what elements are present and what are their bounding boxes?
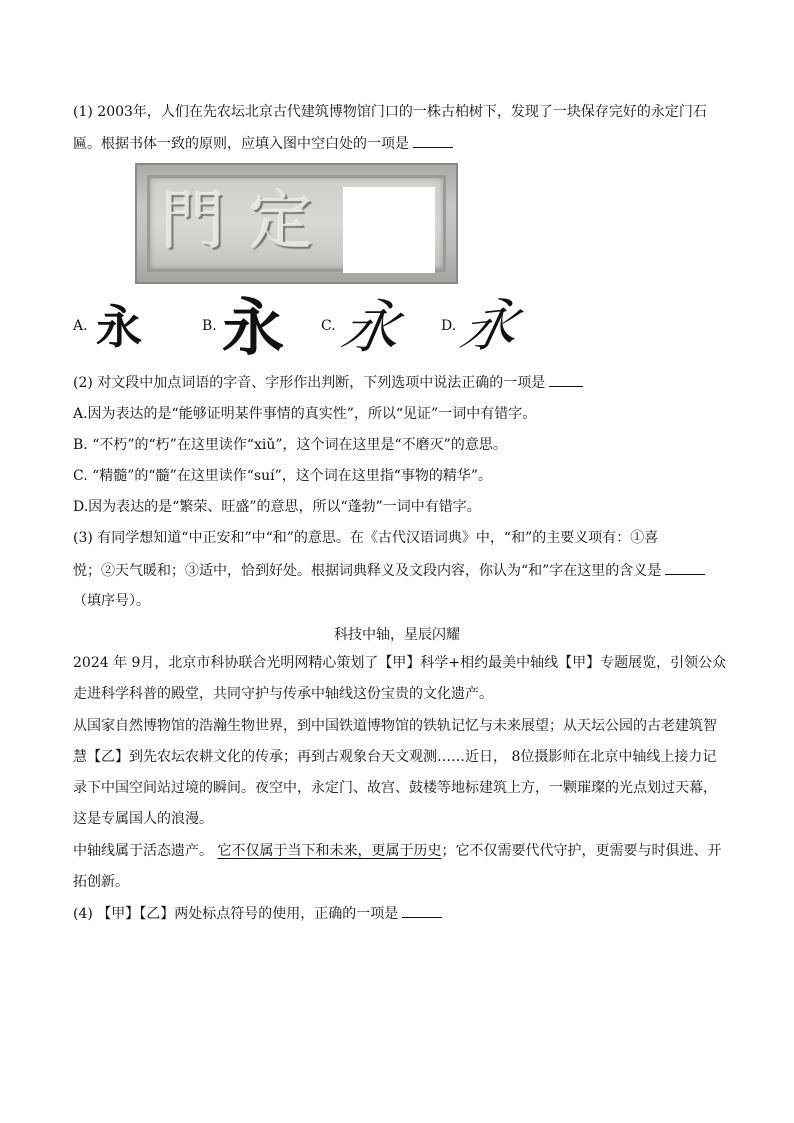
stone-missing-char-box [343, 187, 435, 273]
option-b-glyph: 永 [222, 291, 285, 364]
passage-p3-line2: 拓创新。 [73, 874, 129, 890]
passage-p3-text-b: ；它不仅需要代代守护，更需要与时俱进、开 [441, 843, 722, 859]
q3-line2-text: 悦；②天气暖和；③适中，恰到好处。根据词典释义及文段内容，你认为“和”字在这里的含义是 [73, 563, 662, 579]
passage-p3-line1 [73, 841, 721, 861]
option-d-label: D. [441, 318, 457, 334]
q1-line2 [73, 133, 453, 154]
passage-p3-underlined: 它不仅属于当下和未来，更属于历史 [217, 843, 442, 859]
q2-stem-text: (2) 对文段中加点词语的字音、字形作出判断，下列选项中说法正确的一项是 [73, 375, 546, 391]
q3-line3: （填序号）。 [73, 593, 150, 609]
option-d-glyph: 永 [454, 291, 527, 362]
passage-p2-line3: 录下中国空间站过境的瞬间。夜空中，永定门、故宫、鼓楼等地标建筑上方，一颗璀璨的光点划过天幕， [73, 780, 717, 796]
passage-p2-line2: 慧【乙】到先农坛农耕文化的传承；再到古观象台天文观测……近日， 8位摄影师在北京中轴线上接力记 [73, 749, 717, 765]
q2-option-b: B. “不朽”的“朽”在这里读作“xiǔ”，这个词在这里是“不磨灭”的意思。 [73, 437, 507, 453]
option-a-glyph: 永 [96, 300, 136, 354]
passage-p3-text-a: 中轴线属于活态遗产。 [73, 843, 213, 859]
q1-line2-text: 匾。根据书体一致的原则，应填入图中空白处的一项是 [73, 136, 409, 152]
option-c-glyph: 永 [336, 293, 407, 361]
option-a-label: A. [73, 318, 88, 334]
answer-blank-q1 [413, 133, 453, 148]
q3-line2 [73, 560, 705, 581]
q2-option-a: A.因为表达的是“能够证明某件事情的真实性”，所以“见证”一词中有错字。 [73, 406, 537, 422]
q2-option-d: D.因为表达的是“繁荣、旺盛”的意思，所以“蓬勃”一词中有错字。 [73, 499, 481, 515]
option-c-label: C. [321, 318, 336, 334]
q4-stem-text: (4) 【甲】【乙】两处标点符号的使用，正确的一项是 [73, 906, 399, 922]
stone-inscription-image [135, 163, 458, 284]
answer-blank-q2 [549, 372, 583, 387]
q2-option-c: C. “精髓”的“髓”在这里读作“suí”，这个词在这里指“事物的精华”。 [73, 468, 493, 484]
answer-blank-q3 [665, 560, 705, 575]
stone-char-ding: 定 [249, 185, 313, 259]
option-b-label: B. [202, 318, 217, 334]
passage-p2-line4: 这是专属国人的浪漫。 [73, 811, 213, 827]
passage-title: 科技中轴，星辰闪耀 [334, 627, 460, 643]
passage-p1-line2: 走进科学科普的殿堂，共同守护与传承中轴线这份宝贵的文化遗产。 [73, 686, 493, 702]
q1-line1: (1) 2003年，人们在先农坛北京古代建筑博物馆门口的一株古柏树下，发现了一块保存完好的永定门石 [73, 104, 707, 120]
passage-p2-line1: 从国家自然博物馆的浩瀚生物世界，到中国铁道博物馆的铁轨记忆与未来展望；从天坛公园的古老建筑智 [73, 718, 717, 734]
q3-line1: (3) 有同学想知道“中正安和”中“和”的意思。在《古代汉语词典》中，“和”的主要义项有：①喜 [73, 530, 659, 546]
passage-p1-line1: 2024 年 9月，北京市科协联合光明网精心策划了【甲】科学+相约最美中轴线【甲】专题展览，引领公众 [73, 655, 727, 671]
answer-blank-q4 [402, 903, 442, 918]
q2-stem [73, 372, 583, 393]
stone-char-men: 門 [161, 185, 225, 259]
q4-stem [73, 903, 442, 924]
